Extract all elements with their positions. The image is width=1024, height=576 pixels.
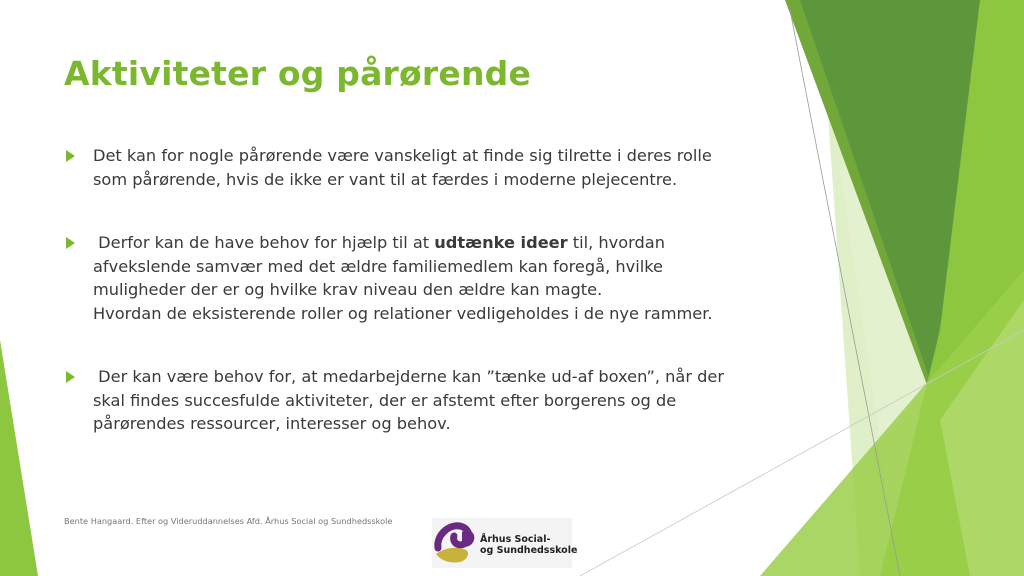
bullet-2-text-post: til, hvordan [567,233,665,252]
bullet-3-line-2: skal findes succesfulde aktiviteter, der er afstemt efter borgerens og de [93,390,677,410]
bullet-2-line-2: afvekslende samvær med det ældre familiemedlem kan foregå, hvilke [93,256,663,276]
bullet-item-1 [66,144,786,191]
logo-line-1: Århus Social- [480,534,551,545]
bullet-2-line-4: Hvordan de eksisterende roller og relationer vedligeholdes i de nye rammer. [93,303,713,323]
triangle-bullet-icon [66,371,75,383]
slide-footer: Bente Hangaard. Efter og Videruddannelses Afd. Århus Social og Sundhedsskole [64,516,393,526]
left-bottom-triangle [0,340,38,576]
slide-title: Aktiviteter og pårørende [64,54,532,93]
triangle-bullet-icon [66,150,75,162]
triangle-bullet-icon [66,237,75,249]
bullet-2-text-pre: Derfor kan de have behov for hjælp til at [93,233,435,252]
bullet-2-emphasis: udtænke ideer [434,233,568,252]
bullet-2-line-1 [93,231,786,255]
bullet-list [66,144,786,436]
school-logo-text [480,534,577,556]
bullet-3-line-3: pårørendes ressourcer, interesser og behov. [93,414,451,433]
bullet-2-line-3: muligheder der er og hvilke krav niveau den ældre kan magte. [93,280,603,299]
bullet-3-line-1: Der kan være behov for, at medarbejderne kan ”tænke ud-af boxen”, når der [93,367,725,386]
bullet-1-line-1: Det kan for nogle pårørende være vanskeligt at finde sig tilrette i deres rolle [93,146,712,165]
bullet-item-2 [66,231,786,325]
logo-line-2: og Sundhedsskole [480,545,578,556]
bullet-1-line-2: som pårørende, hvis de ikke er vant til at færdes i moderne plejecentre. [93,169,678,189]
bullet-item-3 [66,365,786,436]
